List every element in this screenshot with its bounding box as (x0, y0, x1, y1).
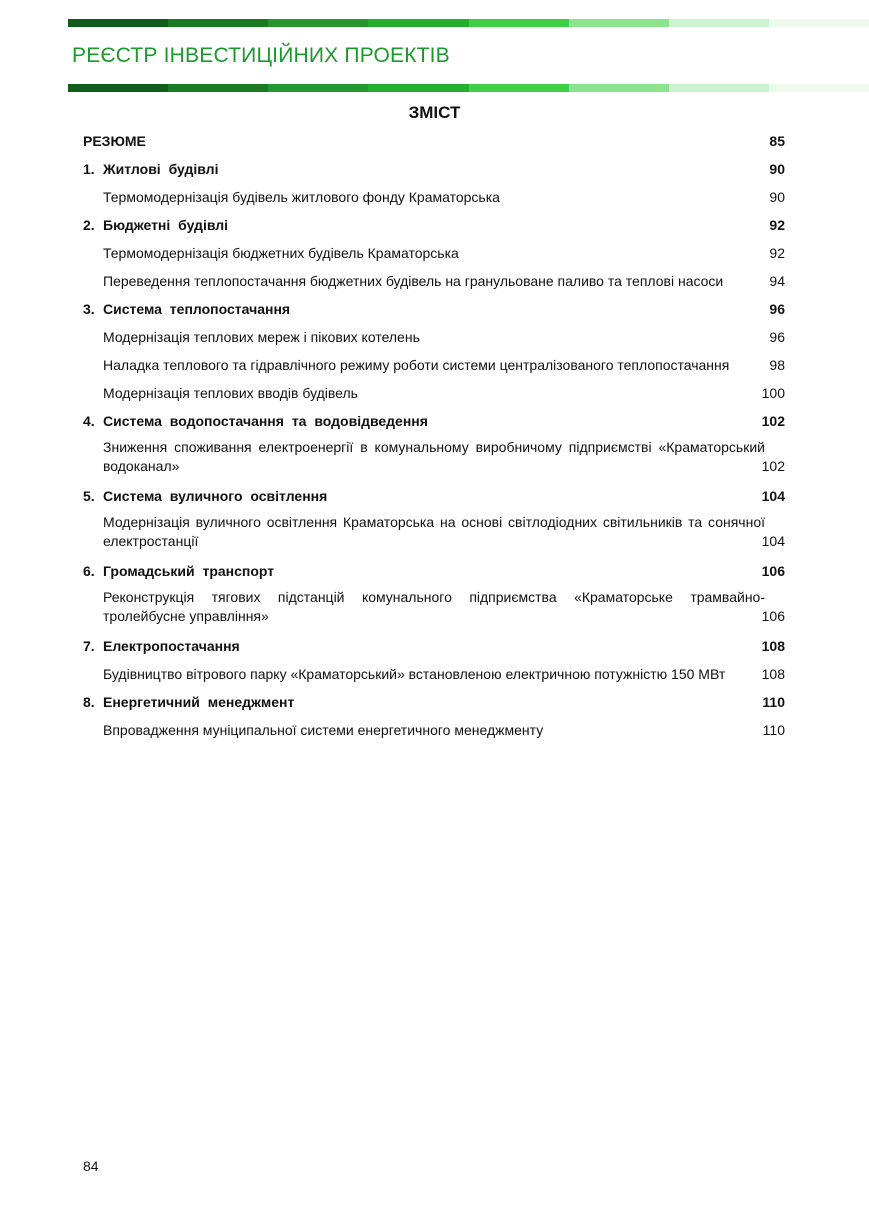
toc-subsection-entry[interactable] (83, 660, 785, 688)
toc-subsection-entry[interactable] (83, 323, 785, 351)
stripe-segment (268, 84, 368, 92)
toc-entry-page: 106 (761, 608, 785, 624)
table-of-contents (83, 127, 785, 744)
toc-chapter-number: 6. (83, 563, 95, 579)
toc-entry-title: Будівництво вітрового парку «Краматорський» встановленою електричною потужністю 150 МВт (103, 666, 726, 682)
toc-subsection-entry[interactable] (83, 716, 785, 744)
toc-entry-page: 104 (761, 533, 785, 549)
toc-entry-page: 85 (769, 133, 785, 149)
toc-subsection-entry[interactable] (83, 585, 785, 632)
stripe-segment (68, 84, 168, 92)
stripe-segment (569, 19, 669, 27)
toc-chapter-title: Житлові будівлі (103, 161, 219, 177)
toc-chapter-number: 2. (83, 217, 95, 233)
toc-entry-page: 104 (761, 488, 785, 504)
stripe-segment (669, 19, 769, 27)
toc-entry-title: Переведення теплопостачання бюджетних будівель на гранульоване паливо та теплові насоси (103, 273, 724, 289)
stripe-segment (368, 84, 468, 92)
toc-subsection-entry[interactable] (83, 435, 785, 482)
toc-entry-page: 92 (769, 245, 785, 261)
stripe-segment (168, 84, 268, 92)
toc-chapter-entry[interactable] (83, 688, 785, 716)
toc-chapter-title: Система водопостачання та водовідведення (103, 413, 428, 429)
toc-subsection-entry[interactable] (83, 379, 785, 407)
page-header-title: РЕЄСТР ІНВЕСТИЦІЙНИХ ПРОЕКТІВ (72, 44, 450, 67)
toc-entry-title: Зниження споживання електроенергії в комунальному виробничому підприємстві «Краматорський водоканал» (103, 439, 765, 474)
toc-chapter-number: 7. (83, 638, 95, 654)
toc-chapter-entry[interactable] (83, 407, 785, 435)
toc-heading: ЗМІСТ (408, 103, 461, 122)
toc-entry-page: 110 (762, 694, 785, 710)
toc-chapter-title: Система теплопостачання (103, 301, 291, 317)
stripe-segment (268, 19, 368, 27)
toc-entry-page: 108 (761, 638, 785, 654)
stripe-segment (769, 19, 869, 27)
toc-entry-title: Термомодернізація бюджетних будівель Краматорська (103, 245, 459, 261)
stripe-segment (769, 84, 869, 92)
toc-chapter-entry[interactable] (83, 482, 785, 510)
toc-chapter-entry[interactable] (83, 295, 785, 323)
toc-entry-page: 92 (769, 217, 785, 233)
toc-chapter-title: Енергетичний менеджмент (103, 694, 295, 710)
toc-chapter-title: Громадський транспорт (103, 563, 275, 579)
toc-entry-page: 90 (769, 189, 785, 205)
toc-chapter-entry[interactable] (83, 632, 785, 660)
toc-entry-page: 100 (761, 385, 785, 401)
toc-entry-title: Реконструкція тягових підстанцій комунального підприємства «Краматорське трамвайно-тролейбусне управління» (103, 589, 765, 624)
toc-entry-page: 102 (761, 413, 785, 429)
stripe-segment (368, 19, 468, 27)
stripe-segment (469, 84, 569, 92)
stripe-segment (68, 19, 168, 27)
toc-chapter-number: 5. (83, 488, 95, 504)
toc-chapter-number: 1. (83, 161, 95, 177)
toc-entry-page: 110 (762, 722, 785, 738)
toc-entry-page: 96 (769, 329, 785, 345)
toc-subsection-entry[interactable] (83, 351, 785, 379)
toc-chapter-title: Система вуличного освітлення (103, 488, 328, 504)
toc-entry-title: Термомодернізація будівель житлового фонду Краматорська (103, 189, 500, 205)
stripe-segment (569, 84, 669, 92)
toc-entry-page: 90 (769, 161, 785, 177)
toc-chapter-number: 3. (83, 301, 95, 317)
toc-entry-title: Модернізація теплових мереж і пікових котелень (103, 329, 420, 345)
toc-chapter-number: 4. (83, 413, 95, 429)
toc-entry-title: Впровадження муніципальної системи енергетичного менеджменту (103, 722, 544, 738)
toc-subsection-entry[interactable] (83, 510, 785, 557)
toc-entry-page: 98 (769, 357, 785, 373)
toc-chapter-title: Бюджетні будівлі (103, 217, 229, 233)
header-bottom-stripe (68, 84, 869, 92)
toc-entry-page: 106 (761, 563, 785, 579)
toc-subsection-entry[interactable] (83, 183, 785, 211)
toc-entry-title: Наладка теплового та гідравлічного режиму роботи системи централізованого теплопостачання (103, 357, 730, 373)
toc-entry-title: Модернізація теплових вводів будівель (103, 385, 358, 401)
toc-entry-title: Модернізація вуличного освітлення Краматорська на основі світлодіодних світильників та сонячної електростанції (103, 514, 765, 549)
page-number: 84 (83, 1158, 99, 1174)
toc-entry-title: РЕЗЮМЕ (83, 133, 146, 149)
toc-entry-page: 108 (761, 666, 785, 682)
toc-entry-page: 102 (761, 458, 785, 474)
toc-summary-entry[interactable] (83, 127, 785, 155)
stripe-segment (669, 84, 769, 92)
toc-chapter-entry[interactable] (83, 211, 785, 239)
stripe-segment (469, 19, 569, 27)
stripe-segment (168, 19, 268, 27)
toc-entry-page: 94 (769, 273, 785, 289)
header-top-stripe (68, 19, 869, 27)
toc-chapter-entry[interactable] (83, 155, 785, 183)
toc-subsection-entry[interactable] (83, 267, 785, 295)
toc-subsection-entry[interactable] (83, 239, 785, 267)
toc-chapter-title: Електропостачання (103, 638, 240, 654)
toc-entry-page: 96 (769, 301, 785, 317)
toc-chapters (83, 155, 785, 744)
toc-chapter-number: 8. (83, 694, 95, 710)
toc-chapter-entry[interactable] (83, 557, 785, 585)
